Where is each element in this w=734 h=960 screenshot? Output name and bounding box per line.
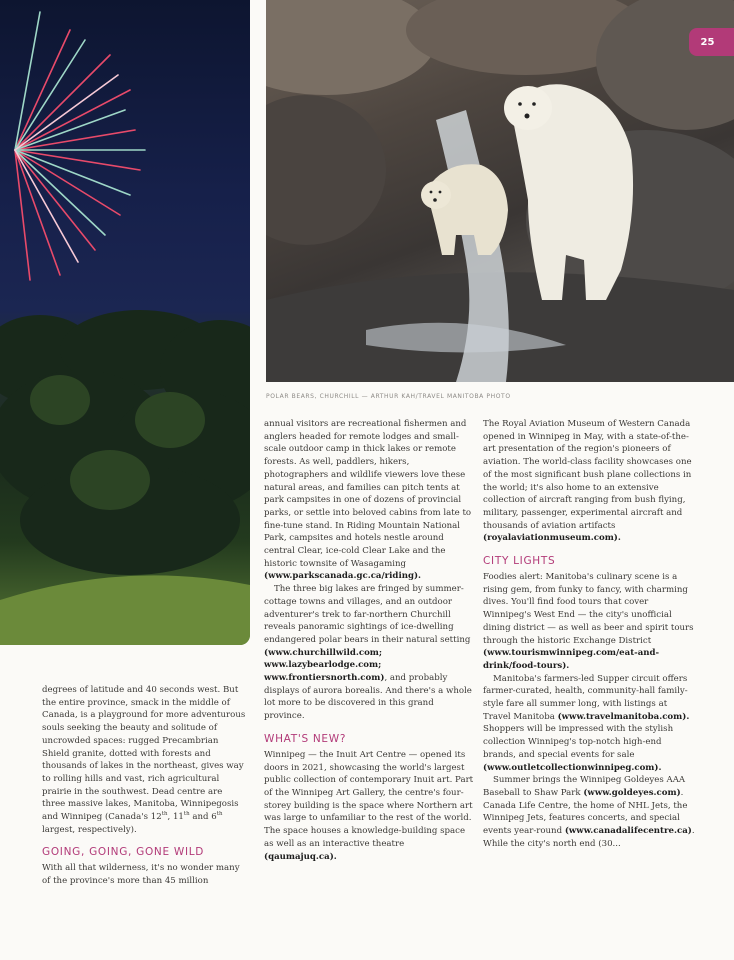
page-number-tab — [689, 28, 734, 56]
fireworks-illustration — [0, 0, 250, 645]
web-link[interactable]: (www.tourismwinnipeg.com/eat-and-drink/food-tours). — [483, 648, 660, 671]
section-heading: CITY LIGHTS — [483, 555, 556, 568]
paragraph: The Royal Aviation Museum of Western Canada opened in Winnipeg in May, with a state-of-the-art presentation of the region's pioneers of aviation. The world-class facility showcases one of the most significant bush plane collections in the world; it's also home to an extensive collection of aircraft ranging from bush flying, military, passenger, experimental aircraft and thousands of aviation artifacts (royalaviationmuseum.com). — [483, 419, 692, 544]
paragraph: annual visitors are recreational fishermen and anglers headed for remote lodges and small-scale outdoor camp in thick lakes or remote forests. As well, paddlers, hikers, photographers and wildlife viewers love these natural areas, and families can pitch tents at park campsites in one of dozens of provincial parks, or settle into beloved cabins from late to fine-tune stand. In Riding Mountain National Park, campsites and hotels nestle around central Clear, ice-cold Clear Lake and the historic townsite of Wasagaming (www.parkscanada.gc.ca/riding). — [264, 419, 472, 582]
paragraph: With all that wilderness, it's no wonder many of the province's more than 45 million — [42, 863, 240, 887]
web-link[interactable]: (qaumajuq.ca). — [264, 851, 337, 862]
web-link[interactable]: (www.canadalifecentre.ca) — [564, 826, 692, 837]
section-heading: WHAT'S NEW? — [264, 732, 347, 745]
article-column-1 — [42, 684, 246, 888]
polar-bears-photo — [266, 0, 734, 382]
photo-caption: POLAR BEARS, CHURCHILL — ARTHUR KAH/TRAVEL MANITOBA PHOTO — [266, 393, 511, 400]
section-heading: GOING, GOING, GONE WILD — [42, 846, 205, 859]
web-link[interactable]: (www.churchillwild.com; www.lazybearlodge.com; www.frontiersnorth.com) — [264, 647, 385, 684]
web-link[interactable]: (www.goldeyes.com) — [583, 787, 681, 798]
web-link[interactable]: (www.travelmanitoba.com). — [557, 711, 690, 722]
paragraph: degrees of latitude and 40 seconds west. But the entire province, smack in the middle of Canada, is a playground for more adventurous souls seeking the beauty and solitude of uncrowded spaces: rugged Precambrian Shield granite, dotted with forests and thousands of lakes in the northeast, gives way to rolling hills and vast, rich agricultural prairie in the southwest. Dead centre are three massive lakes, Manitoba, Winnipegosis and Winnipeg (Canada's 12th, 11th and 6th largest, respectively). — [42, 685, 246, 835]
article-column-2 — [264, 418, 474, 863]
polar-bears-illustration — [266, 0, 734, 382]
paragraph: The three big lakes are fringed by summer-cottage towns and villages, and an outdoor adventurer's trek to far-northern Churchill reveals panoramic sightings of ice-dwelling endangered polar bears in their natural setting (www.churchillwild.com; www.lazybearlodge.com; www.frontiersnorth.com), and probably displays of aurora borealis. And there's a whole lot more to be discovered in this grand province. — [264, 584, 472, 722]
web-link[interactable]: (www.outletcollectionwinnipeg.com). — [483, 762, 662, 773]
paragraph: Foodies alert: Manitoba's culinary scene is a rising gem, from funky to fancy, with charming dives. You'll find food tours that cover Winnipeg's West End — the city's unofficial dining district — as well as beer and spirit tours through the historic Exchange District (www.tourismwinnipeg.com/eat-and-drink/food-tours). — [483, 572, 694, 671]
fireworks-photo — [0, 0, 250, 645]
paragraph: Summer brings the Winnipeg Goldeyes AAA Baseball to Shaw Park (www.goldeyes.com). Canada Life Centre, the home of NHL Jets, the Winnipeg Jets, features concerts, and special events year-round (www.canadalifecentre.ca). While the city's north end (30... — [483, 775, 695, 849]
web-link[interactable]: (www.parkscanada.gc.ca/riding). — [264, 571, 422, 582]
web-link[interactable]: (royalaviationmuseum.com). — [483, 533, 621, 544]
paragraph: Winnipeg — the Inuit Art Centre — opened its doors in 2021, showcasing the world's largest public collection of contemporary Inuit art. Part of the Winnipeg Art Gallery, the centre's four-storey building is the space where Northern art was large to unfamiliar to the rest of the world. The space houses a knowledge-building space as well as an interactive theatre (qaumajuq.ca). — [264, 749, 474, 862]
page-number: 25 — [700, 36, 715, 48]
article-column-3 — [483, 418, 695, 851]
paragraph: Manitoba's farmers-led Supper circuit offers farmer-curated, health, community-hall family-style fare all summer long, with listings at Travel Manitoba (www.travelmanitoba.com). Shoppers will be impressed with the stylish collection Winnipeg's top-notch high-end brands, and special events for sale (www.outletcollectionwinnipeg.com). — [483, 673, 690, 773]
